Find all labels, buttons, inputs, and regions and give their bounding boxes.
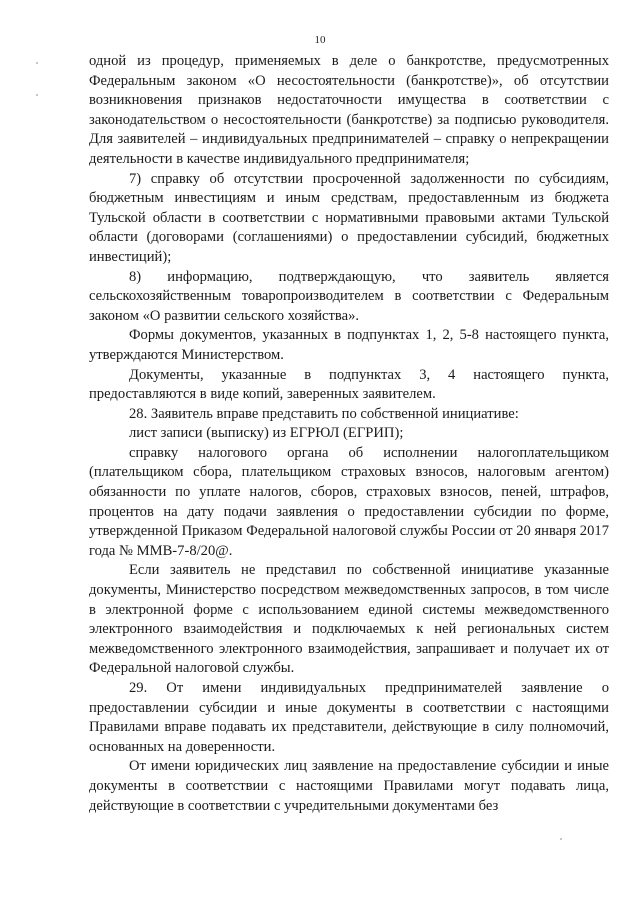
scan-speck (560, 838, 562, 840)
paragraph-forms: Формы документов, указанных в подпунктах 1, 2, 5-8 настоящего пункта, утверждаются Министерством. (89, 327, 609, 363)
paragraph-continuation: одной из процедур, применяемых в деле о банкротстве, предусмотренных Федеральным законом «О несостоятельности (банкротстве)», об отсутствии возникновения признаков недостаточности имущества в соответствии с законодательством о несостоятельности (банкротстве) за подписью руководителя. Для заявителей – индивидуальных предпринимателей – справку о непрекращении деятельности в качестве индивидуального предпринимателя; (89, 53, 609, 167)
paragraph-item-8: 8) информацию, подтверждающую, что заявитель является сельскохозяйственным товаропроизводителем в соответствии с Федеральным законом «О развитии сельского хозяйства». (89, 268, 609, 324)
paragraph-copies: Документы, указанные в подпунктах 3, 4 настоящего пункта, предоставляются в виде копий, заверенных заявителем. (89, 366, 609, 403)
paragraph-item-7: 7) справку об отсутствии просроченной задолженности по субсидиям, бюджетным инвестициям и иным средствам, предоставленным из бюджета Тульской области в соответствии с нормативными правовыми актами Тульской области (договорами (соглашениями) о предоставлении субсидий, бюджетных инвестиций); (89, 170, 609, 265)
scan-speck (36, 62, 38, 64)
paragraph-egrul: лист записи (выписку) из ЕГРЮЛ (ЕГРИП); (129, 425, 404, 442)
paragraph-clause-28: 28. Заявитель вправе представить по собственной инициативе: (129, 405, 519, 422)
paragraph-interagency: Если заявитель не представил по собственной инициативе указанные документы, Министерство посредством межведомственных запросов, в том числе в электронной форме с использованием единой системы межведомственного электронного взаимодействия и подключаемых к ней региональных систем межведомственного электронного взаимодействия, запрашивает и получает их от Федеральной налоговой службы. (89, 562, 609, 677)
scan-speck (36, 94, 38, 96)
paragraph-legal-entities: От имени юридических лиц заявление на предоставление субсидии и иные документы в соответствии с настоящими Правилами могут подавать лица, действующие в соответствии с учредительными документами без (89, 758, 609, 814)
paragraph-clause-29: 29. От имени индивидуальных предпринимателей заявление о предоставлении субсидии и иные документы в соответствии с настоящими Правилами вправе подавать их представители, действующие в силу полномочий, основанных на доверенности. (89, 680, 609, 755)
paragraph-tax-certificate: справку налогового органа об исполнении налогоплательщиком (плательщиком сбора, плательщиком страховых взносов, налоговым агентом) обязанности по уплате налогов, сборов, страховых взносов, пеней, штрафов, процентов на дату подачи заявления о предоставлении субсидии по форме, утвержденной Приказом Федеральной налоговой службы России от 20 января 2017 года № ММВ-7-8/20@. (89, 444, 609, 559)
page-number: 10 (314, 34, 326, 46)
document-body (89, 52, 609, 816)
